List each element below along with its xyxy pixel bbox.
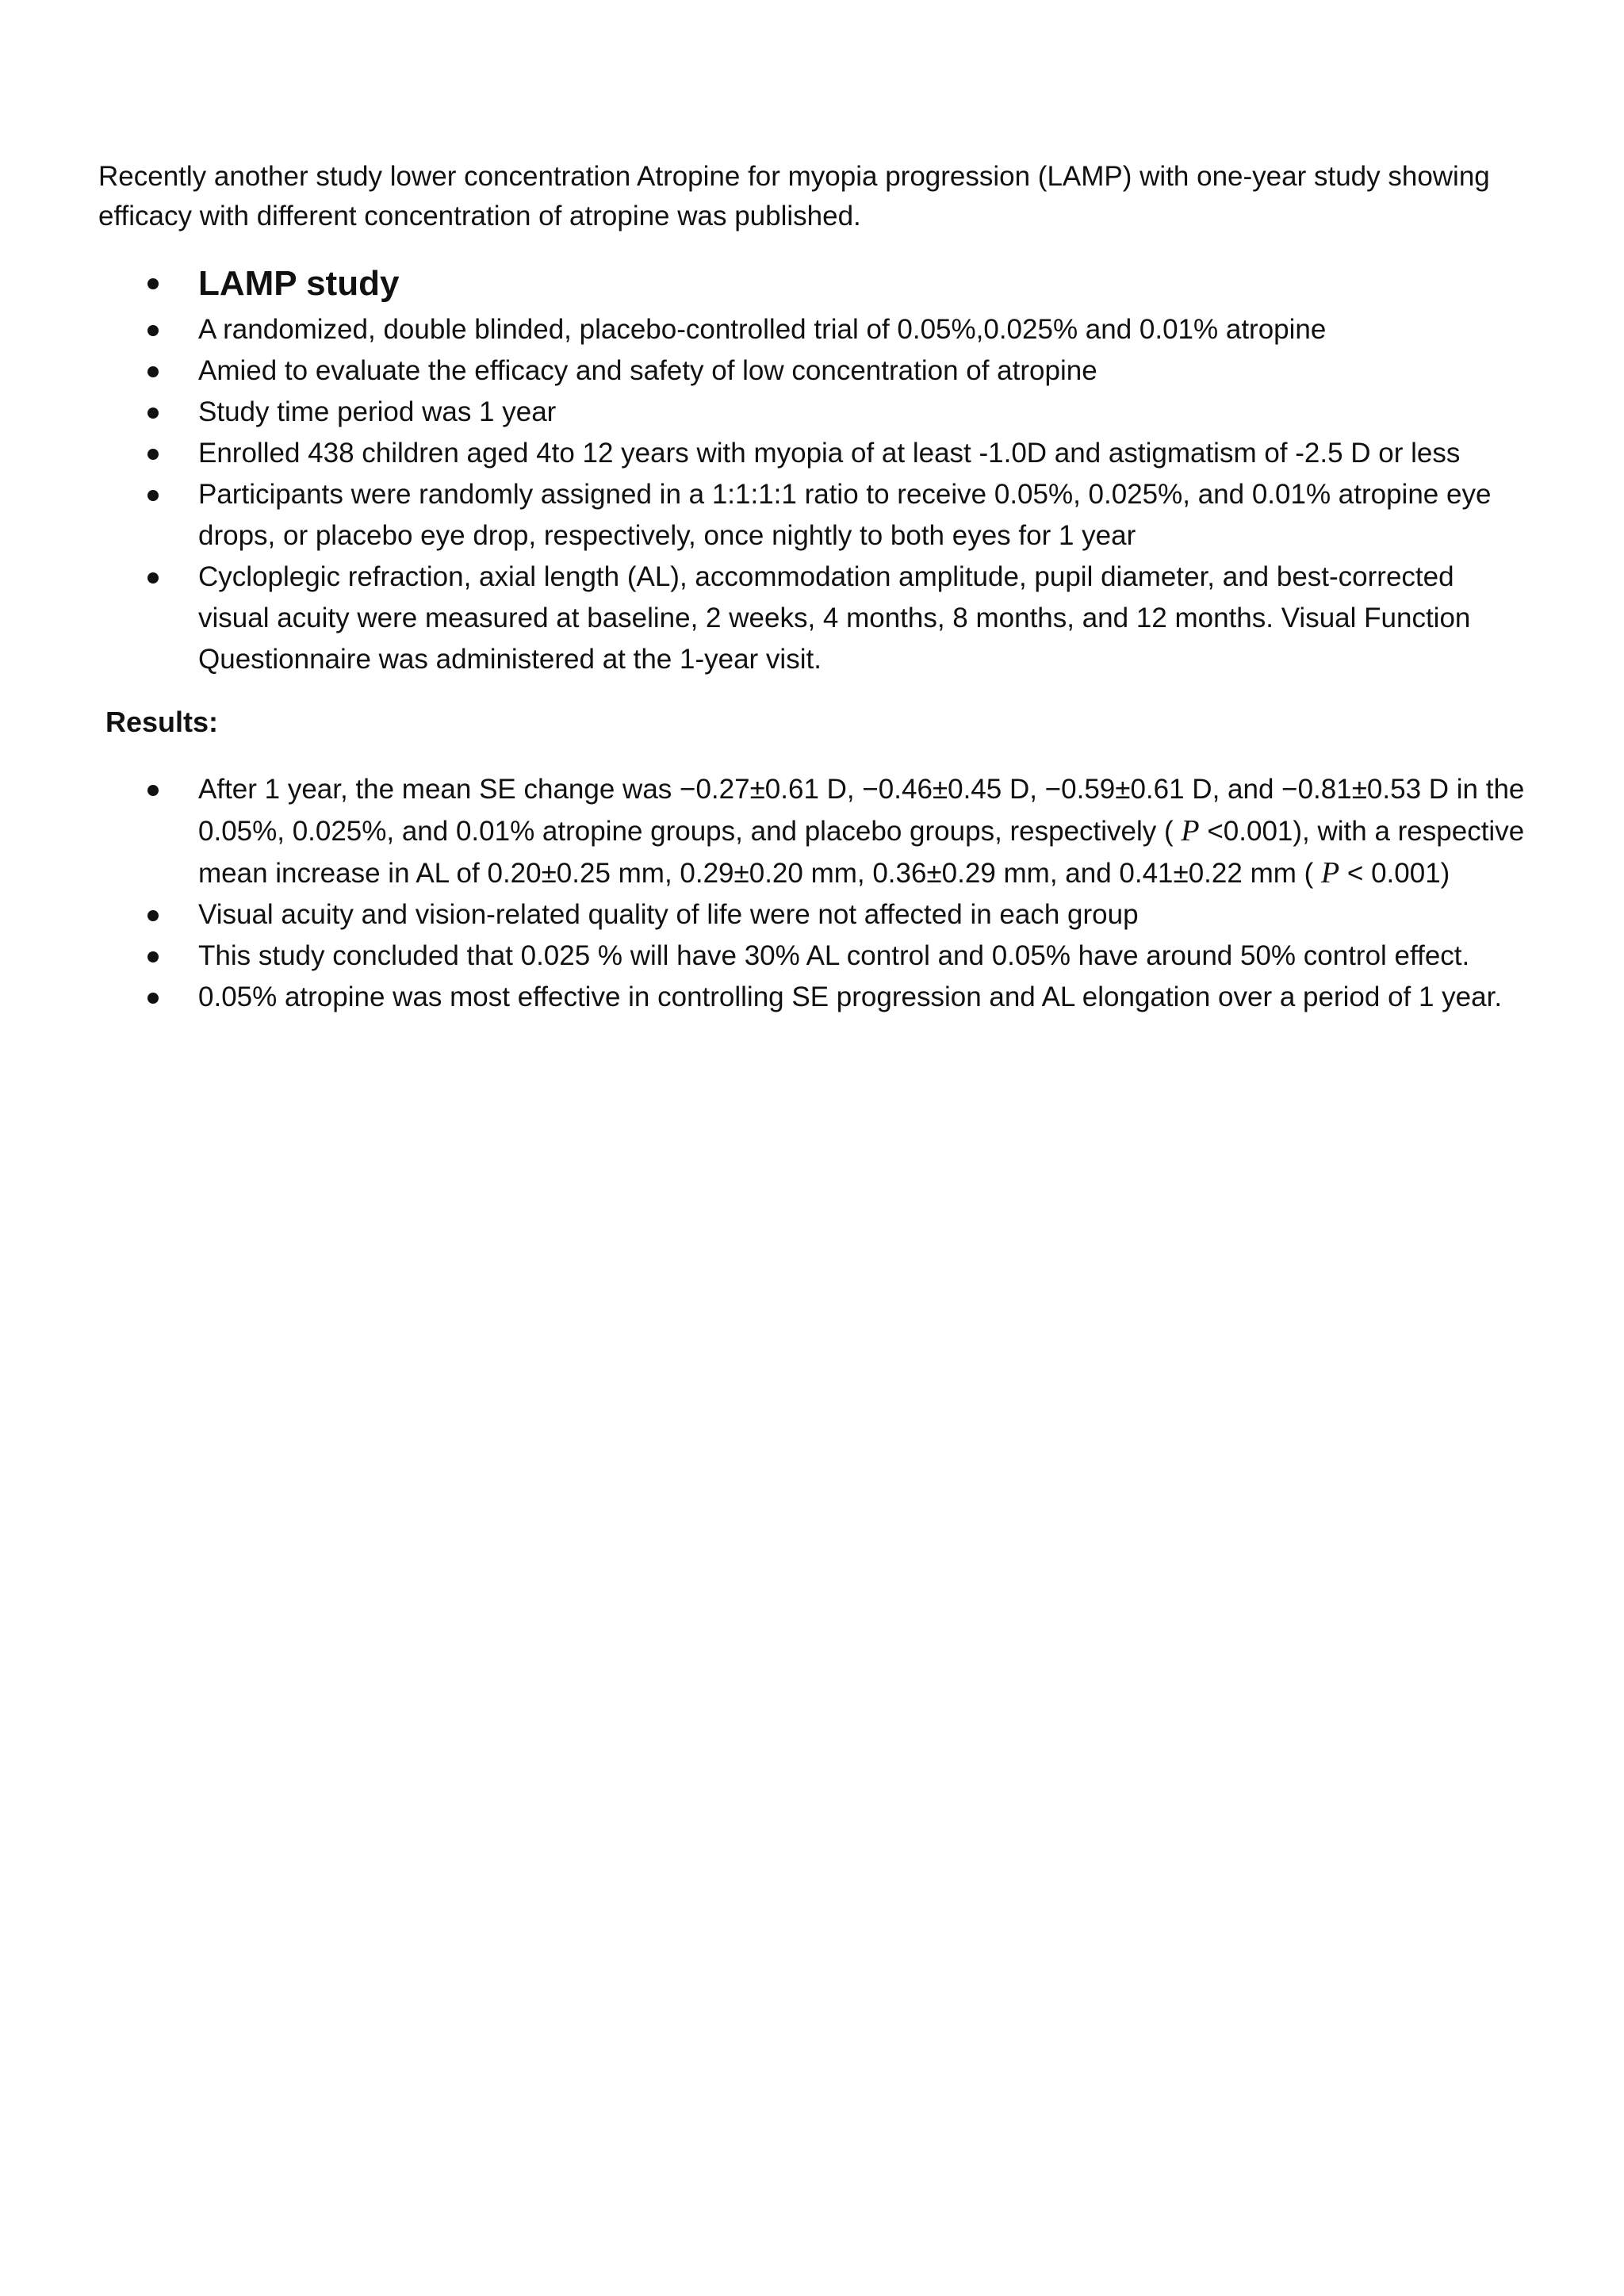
list-item [0,977,1530,1018]
list-item-text: Cycloplegic refraction, axial length (AL), accommodation amplitude, pupil diameter, and best-corrected visual acuity were measured at baseline, 2 weeks, 4 months, 8 months, and 12 months. Visual Function Questionnaire was administered at the 1-year visit. [198,561,1471,675]
results-heading: Results: [105,706,219,738]
list-item-text: Participants were randomly assigned in a 1:1:1:1 ratio to receive 0.05%, 0.025%, and 0.01% atropine eye drops, or placebo eye drop, respectively, once nightly to both eyes for 1 year [198,479,1492,551]
list-item [0,433,1530,474]
list-item-text: Study time period was 1 year [198,396,557,427]
bullet-icon [147,910,159,921]
results-text-part: <0.001), with a respective mean increase in AL of 0.20±0.25 mm, 0.29±0.20 mm, 0.36±0.29 mm, and 0.41±0.22 mm ( [198,816,1525,889]
list-item-text: A randomized, double blinded, placebo-controlled trial of 0.05%,0.025% and 0.01% atropine [198,314,1327,345]
bullet-icon [147,449,159,460]
results-text-part: < 0.001) [1339,858,1450,889]
bullet-icon [147,278,159,289]
results-list [0,769,1624,1018]
bullet-icon [147,325,159,336]
list-item [0,557,1530,680]
bullet-icon [147,490,159,501]
list-item [0,769,1530,894]
bullet-icon [147,366,159,377]
list-item-text: Enrolled 438 children aged 4to 12 years with myopia of at least -1.0D and astigmatism of -2.5 D or less [198,438,1461,469]
bullet-icon [147,572,159,584]
list-item-text: This study concluded that 0.025 % will have 30% AL control and 0.05% have around 50% control effect. [198,940,1470,971]
list-item [0,894,1530,936]
lamp-study-heading [0,258,1530,309]
list-item [0,474,1530,557]
bullet-icon [147,951,159,962]
intro-paragraph: Recently another study lower concentration Atropine for myopia progression (LAMP) with one-year study showing efficacy with different concentration of atropine was published. [98,161,1490,232]
list-item-text: Visual acuity and vision-related quality of life were not affected in each group [198,899,1139,930]
bullet-icon [147,408,159,419]
list-item [0,309,1530,350]
bullet-icon [147,993,159,1004]
p-value-symbol: P [1181,814,1200,848]
results-text-part: After 1 year, the mean SE change was −0.27±0.61 D, −0.46±0.45 D, −0.59±0.61 D, and −0.81±0.53 D in the 0.05%, 0.025%, and 0.01% atropine groups, and placebo groups, respectively ( [198,774,1525,847]
lamp-heading-text: LAMP study [198,264,400,303]
list-item-text: 0.05% atropine was most effective in controlling SE progression and AL elongation over a period of 1 year. [198,982,1503,1012]
lamp-study-list [0,258,1624,680]
list-item [0,350,1530,392]
p-value-symbol: P [1320,856,1340,890]
bullet-icon [147,785,159,796]
list-item [0,936,1530,977]
list-item [0,392,1530,433]
list-item-text: Amied to evaluate the efficacy and safety of low concentration of atropine [198,355,1097,386]
